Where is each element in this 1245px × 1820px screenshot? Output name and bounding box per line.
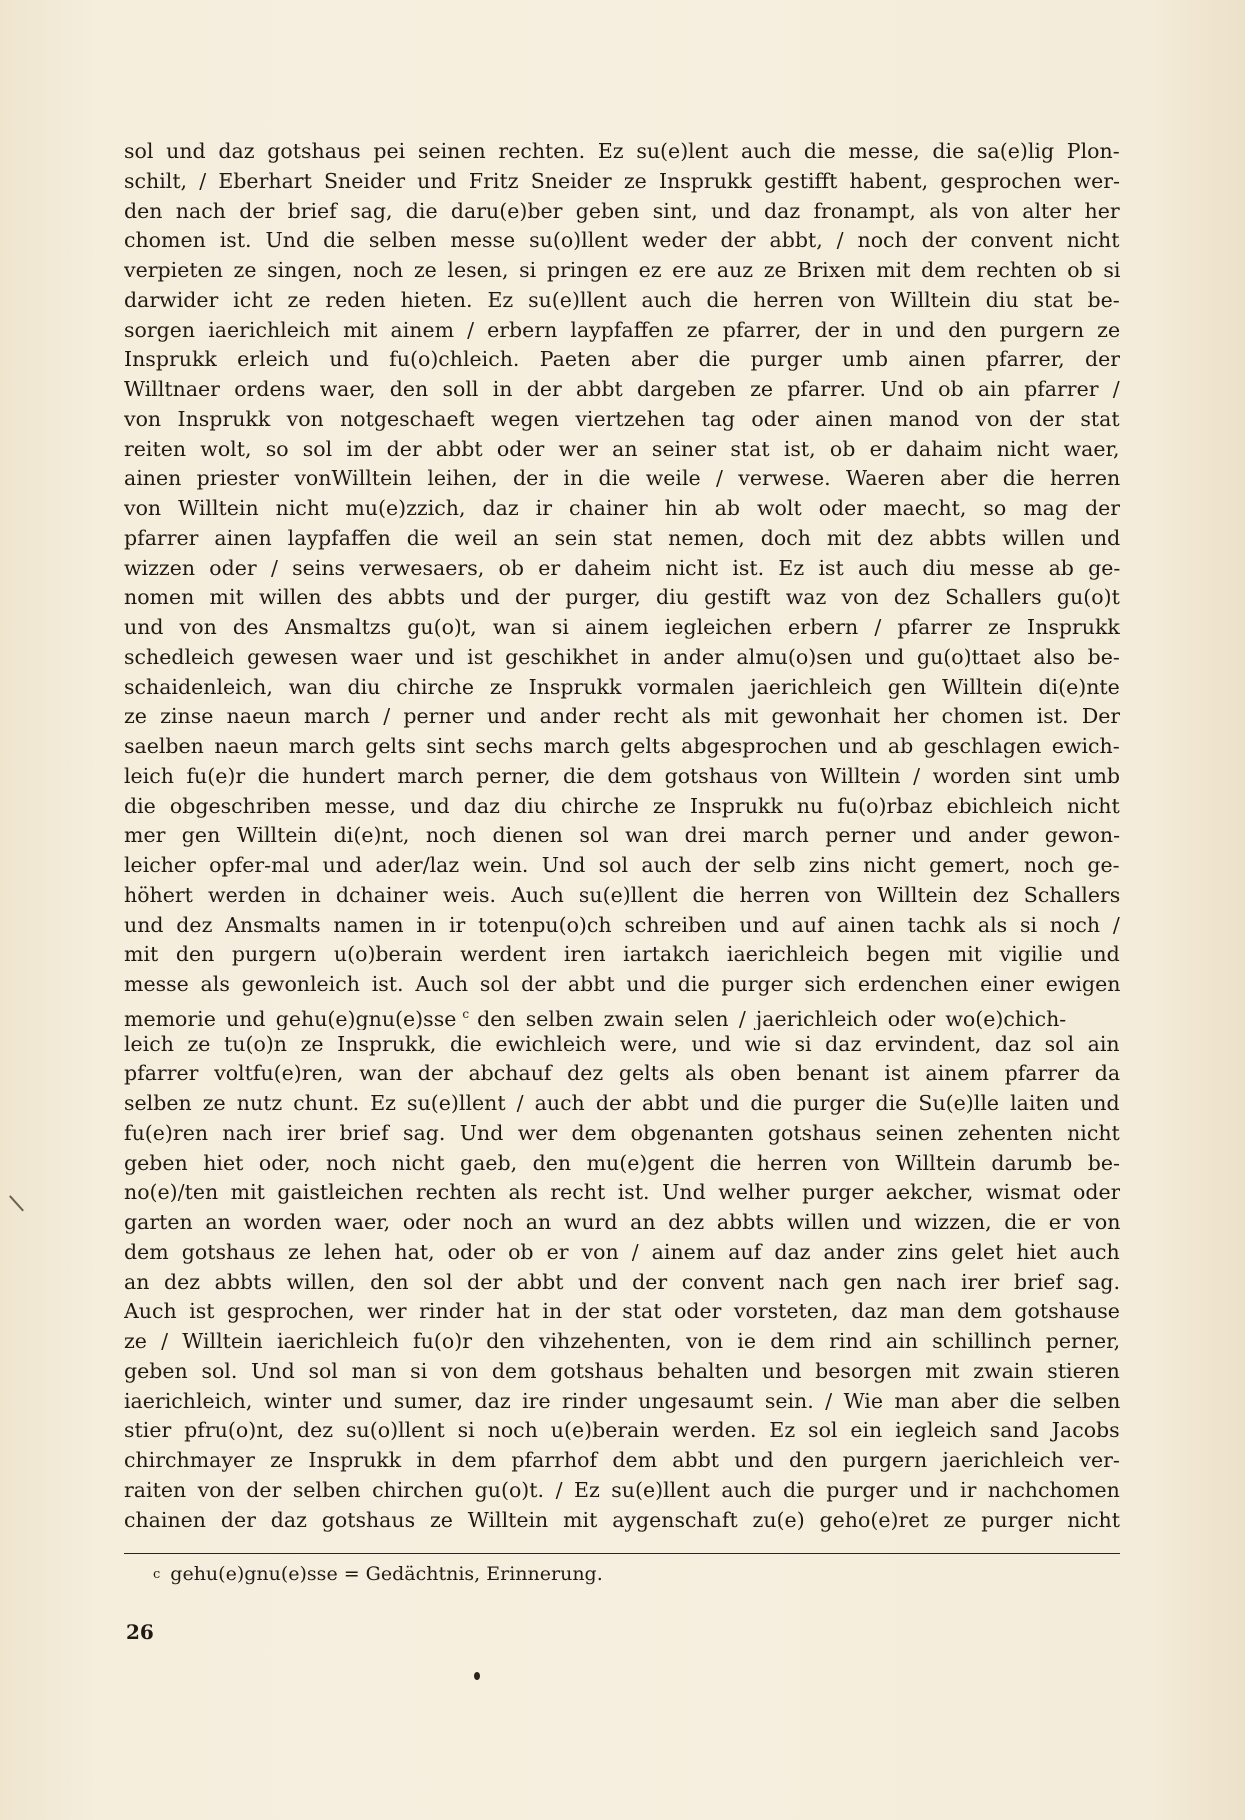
text-line: selben ze nutz chunt. Ez su(e)llent / auch der abbt und die purger die Su(e)lle laiten und [124,1091,1120,1115]
text-line: schilt, / Eberhart Sneider und Fritz Sneider ze Insprukk gestifft habent, gesprochen wer- [124,168,1120,193]
text-line: chomen ist. Und die selben messe su(o)llent weder der abbt, / noch der convent nicht [124,228,1120,253]
text-line-segment: memorie und gehu(e)gnu(e)sse [124,1006,457,1030]
text-line: von Willtein nicht mu(e)zzich, daz ir chainer hin ab wolt oder maecht, so mag der [124,496,1120,520]
text-line: und dez Ansmalts namen in ir totenpu(o)ch schreiben und auf ainen tachk als si noch / [124,912,1120,937]
text-line: leicher opfer-mal und ader/laz wein. Und sol auch der selb zins nicht gemert, noch ge- [124,853,1120,877]
text-line: Auch ist gesprochen, wer rinder hat in der stat oder vorsteten, daz man dem gotshause [124,1299,1120,1324]
footnote-text: gehu(e)gnu(e)sse = Gedächtnis, Erinnerung. [170,1563,603,1585]
text-line: höhert werden in dchainer weis. Auch su(e)llent die herren von Willtein dez Schallers [124,882,1120,907]
text-line: ainen priester vonWilltein leihen, der in die weile / verwese. Waeren aber die herren [124,466,1120,491]
text-line [124,1000,1120,1030]
text-line: sol und daz gotshaus pei seinen rechten. Ez su(e)lent auch die messe, die sa(e)lig Plon- [124,139,1120,163]
text-line: leich fu(e)r die hundert march perner, die dem gotshaus von Willtein / worden sint umb [124,763,1120,788]
text-line: und von des Ansmaltzs gu(o)t, wan si ainem iegleichen erbern / pfarrer ze Insprukk [124,615,1120,639]
text-line: dem gotshaus ze lehen hat, oder ob er von / ainem auf daz ander zins gelet hiet auch [124,1239,1120,1264]
text-line: iaerichleich, winter und sumer, daz ire rinder ungesaumt sein. / Wie man aber die selben [124,1388,1120,1413]
text-line: mer gen Willtein di(e)nt, noch dienen sol wan drei march perner und ander gewon- [124,823,1120,848]
text-line-segment: den selben zwain selen / jaerichleich oder wo(e)chich- [477,1006,1067,1030]
ink-speck [474,1672,480,1680]
text-line: nomen mit willen des abbts und der purger, diu gestift waz von dez Schallers gu(o)t [124,585,1120,610]
text-line: saelben naeun march gelts sint sechs march gelts abgesprochen und ab geschlagen ewich- [124,734,1120,758]
body-text [124,137,1120,1535]
text-line: garten an worden waer, oder noch an wurd an dez abbts willen und wizzen, die er von [124,1210,1120,1234]
text-line: reiten wolt, so sol im der abbt oder wer an seiner stat ist, ob er dahaim nicht waer, [124,436,1120,461]
text-line: schedleich gewesen waer und ist geschikhet in ander almu(o)sen und gu(o)ttaet also be- [124,644,1120,669]
text-line: leich ze tu(o)n ze Insprukk, die ewichleich were, und wie si daz ervindent, daz sol ain [124,1031,1120,1056]
text-line: schaidenleich, wan diu chirche ze Insprukk vormalen jaerichleich gen Willtein di(e)nte [124,674,1120,699]
text-line: messe als gewonleich ist. Auch sol der abbt und die purger sich erdenchen einer ewigen [124,972,1120,996]
text-line: chainen der daz gotshaus ze Willtein mit aygenschaft zu(e) geho(e)ret ze purger nicht [124,1507,1120,1532]
text-line: ze / Willtein iaerichleich fu(o)r den vihzehenten, von ie dem rind ain schillinch perner, [124,1329,1120,1353]
text-line: raiten von der selben chirchen gu(o)t. / Ez su(e)llent auch die purger und ir nachchomen [124,1477,1120,1502]
footnote-divider [124,1553,1120,1554]
text-line: sorgen iaerichleich mit ainem / erbern laypfaffen ze pfarrer, der in und den purgern ze [124,317,1120,342]
text-line: von Insprukk von notgeschaeft wegen viertzehen tag oder ainen manod von der stat [124,406,1120,431]
text-line: Willtnaer ordens waer, den soll in der abbt dargeben ze pfarrer. Und ob ain pfarrer / [124,377,1120,401]
text-line: pfarrer voltfu(e)ren, wan der abchauf dez gelts als oben benant ist ainem pfarrer da [124,1061,1120,1086]
text-line: mit den purgern u(o)berain werdent iren iartakch iaerichleich begen mit vigilie und [124,942,1120,967]
text-line: stier pfru(o)nt, dez su(o)llent si noch u(e)berain werden. Ez sol ein iegleich sand Jacobs [124,1418,1120,1443]
text-line: geben hiet oder, noch nicht gaeb, den mu(e)gent die herren von Willtein darumb be- [124,1150,1120,1175]
text-line: an dez abbts willen, den sol der abbt und der convent nach gen nach irer brief sag. [124,1269,1120,1294]
text-line: die obgeschriben messe, und daz diu chirche ze Insprukk nu fu(o)rbaz ebichleich nicht [124,793,1120,818]
text-line: fu(e)ren nach irer brief sag. Und wer dem obgenanten gotshaus seinen zehenten nicht [124,1120,1120,1145]
text-line: den nach der brief sag, die daru(e)ber geben sint, und daz fronampt, als von alter her [124,198,1120,223]
footnote-marker: c [153,1567,161,1582]
text-line: no(e)/ten mit gaistleichen rechten als recht ist. Und welher purger aekcher, wismat oder [124,1180,1120,1205]
text-line: chirchmayer ze Insprukk in dem pfarrhof dem abbt und den purgern jaerichleich ver- [124,1448,1120,1472]
footnote [153,1563,603,1585]
text-line: pfarrer ainen laypfaffen die weil an sein stat nemen, doch mit dez abbts willen und [124,525,1120,550]
text-line: geben sol. Und sol man si von dem gotshaus behalten und besorgen mit zwain stieren [124,1358,1120,1383]
footnote-ref-marker: c [462,1006,470,1021]
page-number: 26 [126,1620,154,1644]
text-line: darwider icht ze reden hieten. Ez su(e)llent auch die herren von Willtein diu stat be- [124,287,1120,312]
margin-pencil-mark [9,1195,23,1211]
text-line: ze zinse naeun march / perner und ander recht als mit gewonhait her chomen ist. Der [124,704,1120,729]
text-line: wizzen oder / seins verwesaers, ob er daheim nicht ist. Ez ist auch diu messe ab ge- [124,555,1120,580]
text-line: verpieten ze singen, noch ze lesen, si pringen ez ere auz ze Brixen mit dem rechten ob si [124,258,1120,282]
text-line: Insprukk erleich und fu(o)chleich. Paeten aber die purger umb ainen pfarrer, der [124,347,1120,372]
